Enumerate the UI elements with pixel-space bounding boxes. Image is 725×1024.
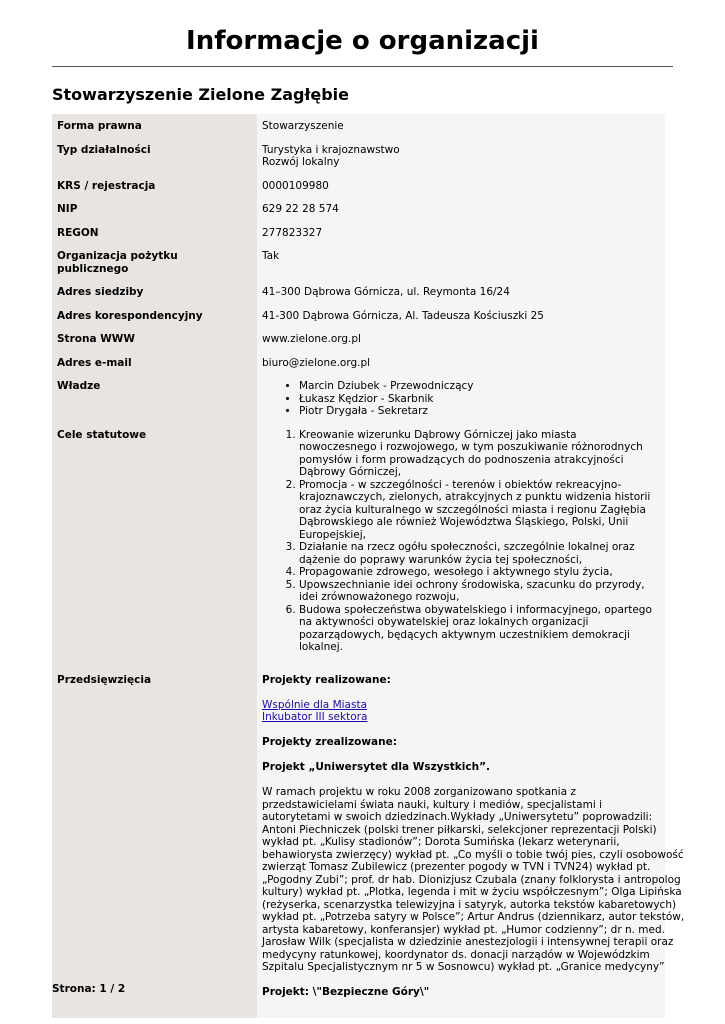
goals-list	[262, 429, 653, 654]
row-cele-statutowe	[52, 423, 665, 668]
value-strona-www: www.zielone.org.pl	[257, 327, 665, 351]
value-przedsiewziecia	[257, 668, 685, 1018]
row-forma-prawna	[52, 114, 665, 138]
row-regon	[52, 221, 665, 245]
project-link-wspolnie[interactable]: Wspólnie dla Miasta	[262, 698, 368, 711]
value-typ-dzialalnosci	[257, 138, 665, 174]
goal-item: 2. Promocja - w szczególności - terenów i obiektów rekreacyjno-krajoznawczych, zielonych, atrakcyjnych z punktu widzenia historii oraz życia kulturalnego w szczególności miasta i regionu Zagłębia Dąbrowskiego ale również Województwa Śląskiego, Polski, Unii Europejskiej,	[299, 479, 653, 542]
value-nip: 629 22 28 574	[257, 197, 665, 221]
label-strona-www: Strona WWW	[52, 327, 257, 351]
value-adres-korespondencyjny: 41-300 Dąbrowa Górnicza, Al. Tadeusza Kościuszki 25	[257, 304, 665, 328]
project-description-line: artysta kabaretowy, konferansjer) wykład pt. „Humor codzienny”; dr n. med.	[262, 923, 665, 936]
value-adres-email: biuro@zielone.org.pl	[257, 351, 665, 375]
row-adres-korespondencyjny	[52, 304, 665, 328]
done-projects-heading: Projekty zrealizowane:	[262, 736, 397, 748]
row-adres-email	[52, 351, 665, 375]
authority-item: • Łukasz Kędzior - Skarbnik	[299, 393, 653, 406]
label-adres-email: Adres e-mail	[52, 351, 257, 375]
title-divider	[52, 66, 673, 67]
row-nip	[52, 197, 665, 221]
label-krs: KRS / rejestracja	[52, 174, 257, 198]
value-forma-prawna: Stowarzyszenie	[257, 114, 665, 138]
current-projects-heading: Projekty realizowane:	[262, 673, 391, 686]
label-typ-dzialalnosci: Typ działalności	[52, 138, 257, 174]
row-typ-dzialalnosci	[52, 138, 665, 174]
project-description-line: (reżyserka, scenarzystka telewizyjna i satyryk, autorka tekstów kabaretowych)	[262, 898, 677, 911]
label-regon: REGON	[52, 221, 257, 245]
project-description-line: behawiorysta zwierzęcy) wykład pt. „Co myśli o tobie twój pies, czyli osobowość	[262, 848, 684, 861]
authority-item: • Marcin Dziubek - Przewodniczący	[299, 380, 653, 393]
project-description-line: Szpitalu Specjalistycznym nr 5 w Sosnowcu) wykład pt. „Granice medycyny”	[262, 961, 665, 973]
project-description-line: zwierząt Tomasz Zubilewicz (prezenter pogody w TVN i TVN24) wykład pt.	[262, 861, 651, 873]
project-description-line: kultury) wykład pt. „Plotka, legenda i mit w życiu współczesnym”; Olga Lipińska	[262, 886, 682, 898]
label-wladze: Władze	[52, 374, 257, 423]
project-description-line: wykład pt. „Kulisy stadionów”; Dorota Sumińska (lekarz weterynarii,	[262, 836, 620, 848]
row-krs	[52, 174, 665, 198]
row-opp	[52, 244, 665, 280]
project-description-line: Antoni Piechniczek (polski trener piłkarski, selekcjoner reprezentacji Polski)	[262, 823, 657, 836]
activity-type-item: Turystyka i krajoznawstwo	[262, 143, 400, 156]
authority-item: • Piotr Drygała - Sekretarz	[299, 405, 653, 418]
project-description-line: Jarosław Wilk (specjalista w dziedzinie anestezjologii i intensywnej terapii oraz	[262, 936, 674, 948]
label-opp: Organizacja pożytku publicznego	[52, 244, 257, 280]
project-bezpieczne-gory-title: Projekt: \"Bezpieczne Góry\"	[262, 986, 430, 998]
label-cele-statutowe: Cele statutowe	[52, 423, 257, 668]
label-adres-korespondencyjny: Adres korespondencyjny	[52, 304, 257, 328]
row-strona-www	[52, 327, 665, 351]
row-przedsiewziecia	[52, 668, 665, 1018]
value-opp: Tak	[257, 244, 665, 280]
goal-item: 1. Kreowanie wizerunku Dąbrowy Górniczej jako miasta nowoczesnego i rozwojowego, w tym poszukiwanie różnorodnych pomysłów i form prowadzących do podnoszenia atrakcyjności Dąbrowy Górniczej,	[299, 429, 653, 479]
value-wladze	[257, 374, 665, 423]
label-przedsiewziecia: Przedsięwzięcia	[52, 668, 257, 1018]
project-description-line: „Pogodny Zubi”; prof. dr hab. Dionizjusz Czubala (znany folklorysta i antropolog	[262, 873, 681, 886]
row-wladze	[52, 374, 665, 423]
value-adres-siedziby: 41–300 Dąbrowa Górnicza, ul. Reymonta 16/24	[257, 280, 665, 304]
project-link-inkubator[interactable]: Inkubator III sektora	[262, 711, 368, 723]
label-forma-prawna: Forma prawna	[52, 114, 257, 138]
project-description-line: wykład pt. „Potrzeba satyry w Polsce”; Artur Andrus (dziennikarz, autor tekstów,	[262, 911, 685, 923]
authorities-list	[262, 380, 653, 418]
project-description-line: medycyny ratunkowej, koordynator ds. donacji narządów w Wojewódzkim	[262, 948, 650, 961]
goal-item: 3. Działanie na rzecz ogółu społeczności, szczególnie lokalnej oraz dążenie do poprawy warunków życia tej społeczności,	[299, 541, 653, 566]
label-adres-siedziby: Adres siedziby	[52, 280, 257, 304]
value-cele-statutowe	[257, 423, 665, 668]
value-krs: 0000109980	[257, 174, 665, 198]
goal-item: 5. Upowszechnianie idei ochrony środowiska, szacunku do przyrody, idei zrównoważonego rozwoju,	[299, 579, 653, 604]
organization-info-table	[52, 114, 685, 1018]
activity-type-item: Rozwój lokalny	[262, 156, 340, 168]
label-nip: NIP	[52, 197, 257, 221]
row-adres-siedziby	[52, 280, 665, 304]
project-uniwersytet-intro: W ramach projektu w roku 2008 zorganizowano spotkania z przedstawicielami świata nauki, kultury i mediów, specjalistami i autorytetami w swoich dziedzinach.Wykłady „Uniwersytetu” poprowadzili:	[262, 786, 653, 823]
project-uniwersytet-title: Projekt „Uniwersytet dla Wszystkich”.	[262, 761, 490, 773]
organization-name: Stowarzyszenie Zielone Zagłębie	[52, 85, 350, 104]
value-regon: 277823327	[257, 221, 665, 245]
goal-item: 6. Budowa społeczeństwa obywatelskiego i informacyjnego, opartego na aktywności obywatelskiej oraz lokalnych organizacji pozarządowych, będących aktywnym uczestnikiem demokracji lokalnej.	[299, 604, 653, 654]
goal-item: 4. Propagowanie zdrowego, wesołego i aktywnego stylu życia,	[299, 566, 653, 579]
page-title: Informacje o organizacji	[186, 26, 539, 56]
page-number: Strona: 1 / 2	[52, 983, 126, 995]
